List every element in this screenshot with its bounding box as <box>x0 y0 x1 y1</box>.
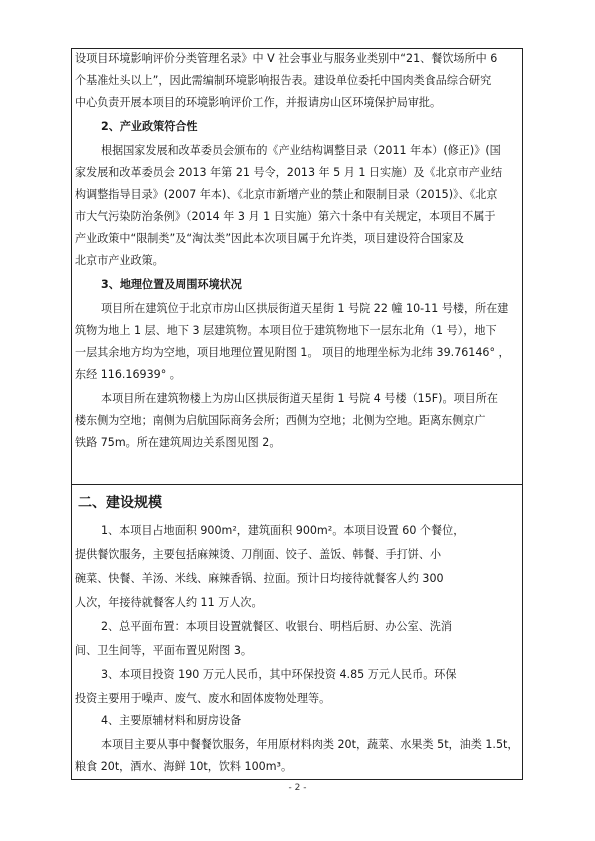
text-line: 投资主要用于噪声、废气、废水和固体废物处理等。 <box>75 692 331 705</box>
text-line: 设项目环境影响评价分类管理名录》中 V 社会事业与服务业类别中“21、餐饮场所中 6 <box>75 52 498 65</box>
text-line: 家发展和改革委员会 2013 年第 21 号令，2013 年 5 月 1 日实施）及《北京市产业结 <box>75 166 503 179</box>
text-line: 个基准灶头以上”，因此需编制环境影响报告表。建设单位委托中国肉类食品综合研究 <box>75 74 492 87</box>
text-line: 项目所在建筑位于北京市房山区拱辰街道天星街 1 号院 22 幢 10-11 号楼，所在建 <box>101 302 509 315</box>
subsection-title: 4、主要原辅材料和厨房设备 <box>101 714 242 727</box>
text-line: 本项目主要从事中餐餐饮服务，年用原材料肉类 20t，蔬菜、水果类 5t，油类 1.5t， <box>101 738 519 751</box>
text-line: 3、本项目投资 190 万元人民币，其中环保投资 4.85 万元人民币。环保 <box>101 668 457 681</box>
text-line: 根据国家发展和改革委员会颁布的《产业结构调整目录（2011 年本）(修正)》(国 <box>101 144 501 157</box>
text-line: 本项目所在建筑物楼上为房山区拱辰街道天星街 1 号院 4 号楼（15F)。项目所在 <box>101 392 498 405</box>
text-line: 间、卫生间等，平面布置见附图 3。 <box>75 644 252 657</box>
text-line: 产业政策中“限制类”及“淘汰类”因此本次项目属于允许类，项目建设符合国家及 <box>75 232 465 245</box>
text-line: 碗菜、快餐、羊汤、米线、麻辣香锅、拉面。预计日均接待就餐客人约 300 <box>75 572 444 585</box>
text-line: 1、本项目占地面积 900m²，建筑面积 900m²。本项目设置 60 个餐位， <box>101 524 465 537</box>
text-line: 市大气污染防治条例》（2014 年 3 月 1 日实施）第六十条中有关规定，本项目不属于 <box>75 210 496 223</box>
text-line: 东经 116.16939° 。 <box>75 368 181 381</box>
text-line: 2、总平面布置：本项目设置就餐区、收银台、明档后厨、办公室、洗消 <box>101 620 452 633</box>
text-line: 提供餐饮服务，主要包括麻辣烫、刀削面、饺子、盖饭、韩餐、手打饼、小 <box>75 548 442 561</box>
text-line: 人次，年接待就餐客人约 11 万人次。 <box>75 596 263 609</box>
page-number: - 2 - <box>288 783 307 793</box>
text-line: 粮食 20t，酒水、海鲜 10t，饮料 100m³。 <box>75 760 293 773</box>
section-heading: 二、建设规模 <box>78 495 162 511</box>
text-line: 构调整指导目录》(2007 年本)、《北京市新增产业的禁止和限制目录（2015)》、《北京 <box>75 188 498 201</box>
text-line: 楼东侧为空地；南侧为启航国际商务会所；西侧为空地；北侧为空地。距离东侧京广 <box>75 414 486 427</box>
subsection-title: 2、产业政策符合性 <box>101 120 198 133</box>
text-line: 一层其余地方均为空地，项目地理位置见附图 1。 项目的地理坐标为北纬 39.76146° ， <box>75 346 510 359</box>
text-line: 铁路 75m。所在建筑周边关系图见图 2。 <box>75 436 281 449</box>
subsection-title: 3、地理位置及周围环境状况 <box>101 278 242 291</box>
section-divider <box>71 484 523 485</box>
text-line: 中心负责开展本项目的环境影响评价工作，并报请房山区环境保护局审批。 <box>75 96 442 109</box>
text-line: 北京市产业政策。 <box>75 254 164 267</box>
text-line: 筑物为地上 1 层、地下 3 层建筑物。本项目位于建筑物地下一层东北角（1 号），地下 <box>75 324 497 337</box>
